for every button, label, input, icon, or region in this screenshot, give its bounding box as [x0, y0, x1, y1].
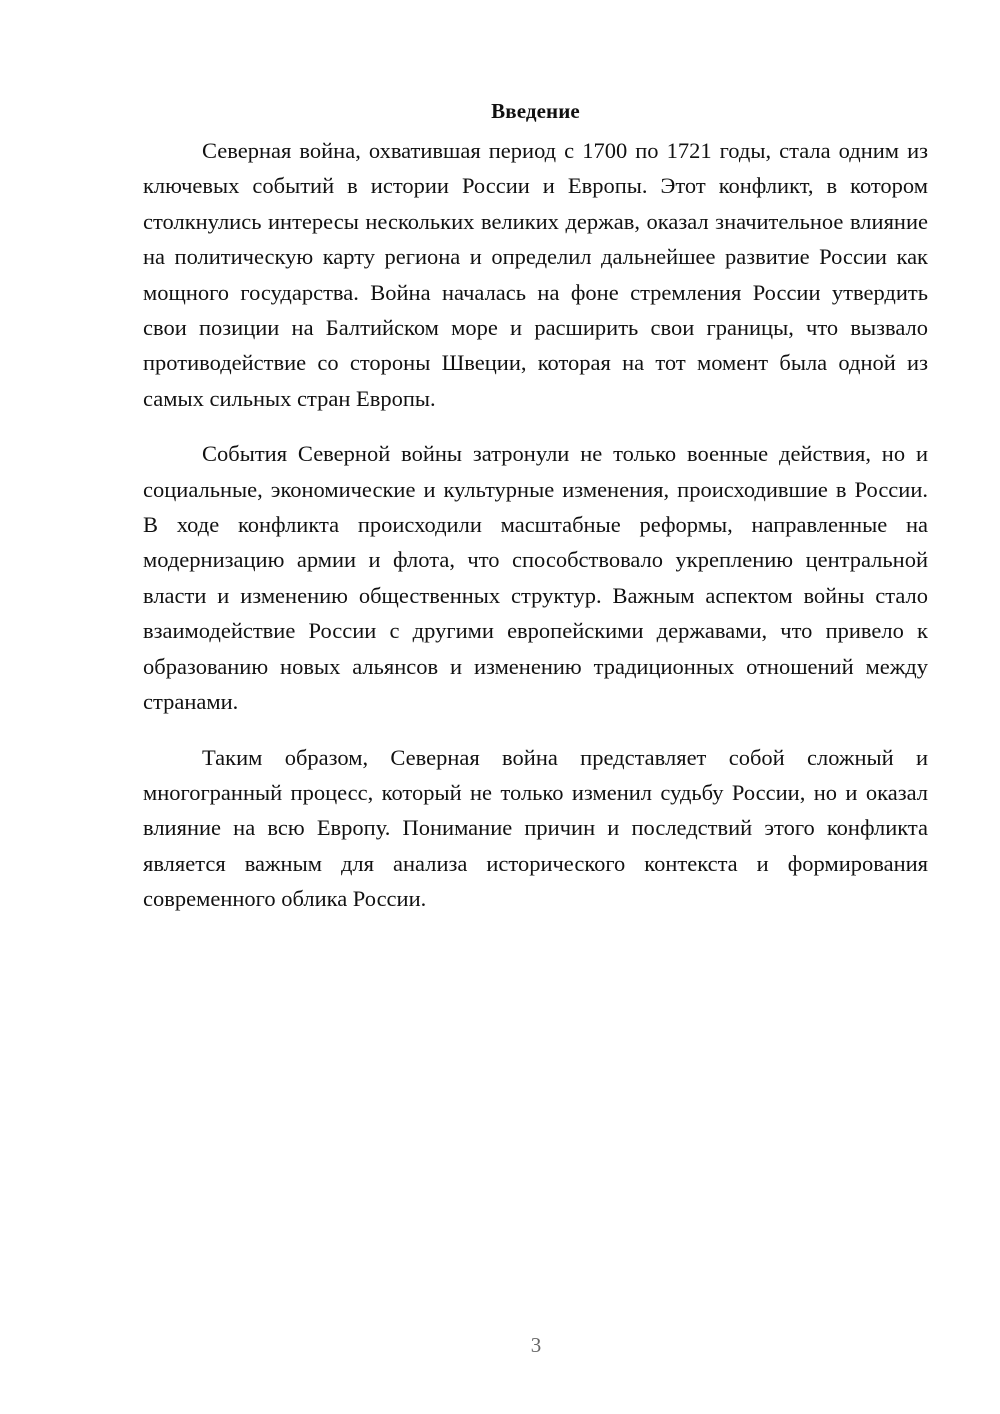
paragraph-1: Северная война, охватившая период с 1700 по 1721 годы, стала одним из ключевых событий в истории России и Европы. Этот конфликт, в котором столкнулись интересы нескольких великих держав, оказал значительное влияние на политическую карту региона и определил дальнейшее развитие России как мощного государства. Война началась на фоне стремления России утвердить свои позиции на Балтийском море и расширить свои границы, что вызвало противодействие со стороны Швеции, которая на тот момент была одной из самых сильных стран Европы. — [143, 138, 928, 411]
paragraph-3: Таким образом, Северная война представляет собой сложный и многогранный процесс, который не только изменил судьбу России, но и оказал влияние на всю Европу. Понимание причин и последствий этого конфликта является важным для анализа исторического контекста и формирования современного облика России. — [143, 744, 928, 912]
paragraph-2: События Северной войны затронули не только военные действия, но и социальные, экономические и культурные изменения, происходившие в России. В ходе конфликта происходили масштабные реформы, направленные на модернизацию армии и флота, что способствовало укреплению центральной власти и изменению общественных структур. Важным аспектом войны стало взаимодействие России с другими европейскими державами, что привело к образованию новых альянсов и изменению традиционных отношений между странами. — [143, 441, 928, 715]
page-content — [143, 96, 928, 937]
section-title: Введение — [491, 99, 580, 123]
page-number: 3 — [530, 1333, 542, 1357]
